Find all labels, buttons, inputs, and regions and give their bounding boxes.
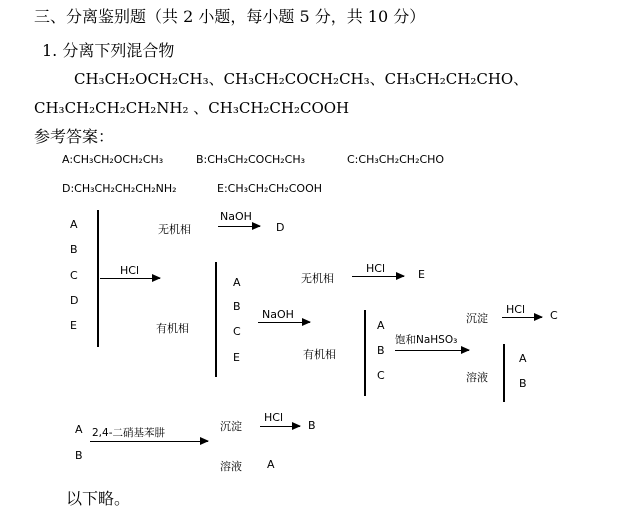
start-a: A bbox=[70, 218, 78, 231]
start-c: C bbox=[233, 325, 241, 338]
reagent-hcl: HCl bbox=[506, 303, 526, 316]
key-a: A:CH₃CH₂OCH₂CH₃ bbox=[62, 153, 164, 166]
arrow bbox=[502, 317, 542, 318]
reagent-naoh: NaOH bbox=[220, 210, 252, 223]
arrow bbox=[352, 276, 404, 277]
start-b: B bbox=[70, 243, 78, 256]
start-a: A bbox=[75, 423, 83, 436]
footer-note: 以下略。 bbox=[66, 489, 131, 508]
bracket-line bbox=[215, 262, 217, 377]
bracket-line bbox=[364, 310, 366, 396]
section-title: 三、分离鉴别题（共 2 小题，每小题 5 分，共 10 分） bbox=[34, 7, 426, 26]
arrow bbox=[90, 441, 208, 442]
solution: 溶液 bbox=[220, 460, 242, 473]
start-e: E bbox=[233, 351, 240, 364]
start-b: B bbox=[377, 344, 385, 357]
question-label: 1. 分离下列混合物 bbox=[42, 41, 175, 60]
product-e: E bbox=[418, 268, 425, 281]
arrow bbox=[100, 278, 160, 279]
product-d: D bbox=[276, 221, 285, 234]
reagent-nahso3: 饱和NaHSO₃ bbox=[395, 334, 458, 346]
inorganic-phase: 无机相 bbox=[301, 272, 334, 285]
start-e: E bbox=[70, 319, 77, 332]
precipitate: 沉淀 bbox=[466, 312, 488, 325]
reagent-hcl: HCl bbox=[264, 411, 284, 424]
arrow bbox=[395, 350, 469, 351]
key-b: B:CH₃CH₂COCH₂CH₃ bbox=[196, 153, 306, 166]
reagent-naoh: NaOH bbox=[262, 308, 294, 321]
question-line-1: CH₃CH₂OCH₂CH₃、CH₃CH₂COCH₂CH₃、CH₃CH₂CH₂CHO、 bbox=[74, 70, 529, 88]
product-a: A bbox=[267, 458, 275, 471]
start-b: B bbox=[75, 449, 83, 462]
solution: 溶液 bbox=[466, 371, 488, 384]
question-line-2: CH₃CH₂CH₂CH₂NH₂ 、CH₃CH₂CH₂COOH bbox=[34, 99, 350, 117]
remaining-a: A bbox=[519, 352, 527, 365]
product-b: B bbox=[308, 419, 316, 432]
key-c: C:CH₃CH₂CH₂CHO bbox=[347, 153, 445, 166]
start-d: D bbox=[70, 294, 79, 307]
remaining-b: B bbox=[519, 377, 527, 390]
start-a: A bbox=[377, 319, 385, 332]
arrow bbox=[258, 322, 310, 323]
start-c: C bbox=[70, 269, 78, 282]
key-e: E:CH₃CH₂CH₂COOH bbox=[217, 182, 323, 195]
precipitate: 沉淀 bbox=[220, 420, 242, 433]
arrow bbox=[260, 426, 300, 427]
reagent-dnph: 2,4-二硝基苯肼 bbox=[92, 427, 165, 439]
bracket-line bbox=[97, 210, 99, 347]
reagent-hcl: HCl bbox=[120, 264, 140, 277]
organic-phase: 有机相 bbox=[156, 322, 189, 335]
start-a: A bbox=[233, 276, 241, 289]
key-d: D:CH₃CH₂CH₂CH₂NH₂ bbox=[62, 182, 177, 195]
inorganic-phase: 无机相 bbox=[158, 223, 191, 236]
product-c: C bbox=[550, 309, 558, 322]
bracket-line bbox=[503, 344, 505, 402]
start-c: C bbox=[377, 369, 385, 382]
arrow bbox=[218, 226, 260, 227]
organic-phase: 有机相 bbox=[303, 348, 336, 361]
answer-label: 参考答案： bbox=[34, 127, 115, 146]
reagent-hcl: HCl bbox=[366, 262, 386, 275]
start-b: B bbox=[233, 300, 241, 313]
